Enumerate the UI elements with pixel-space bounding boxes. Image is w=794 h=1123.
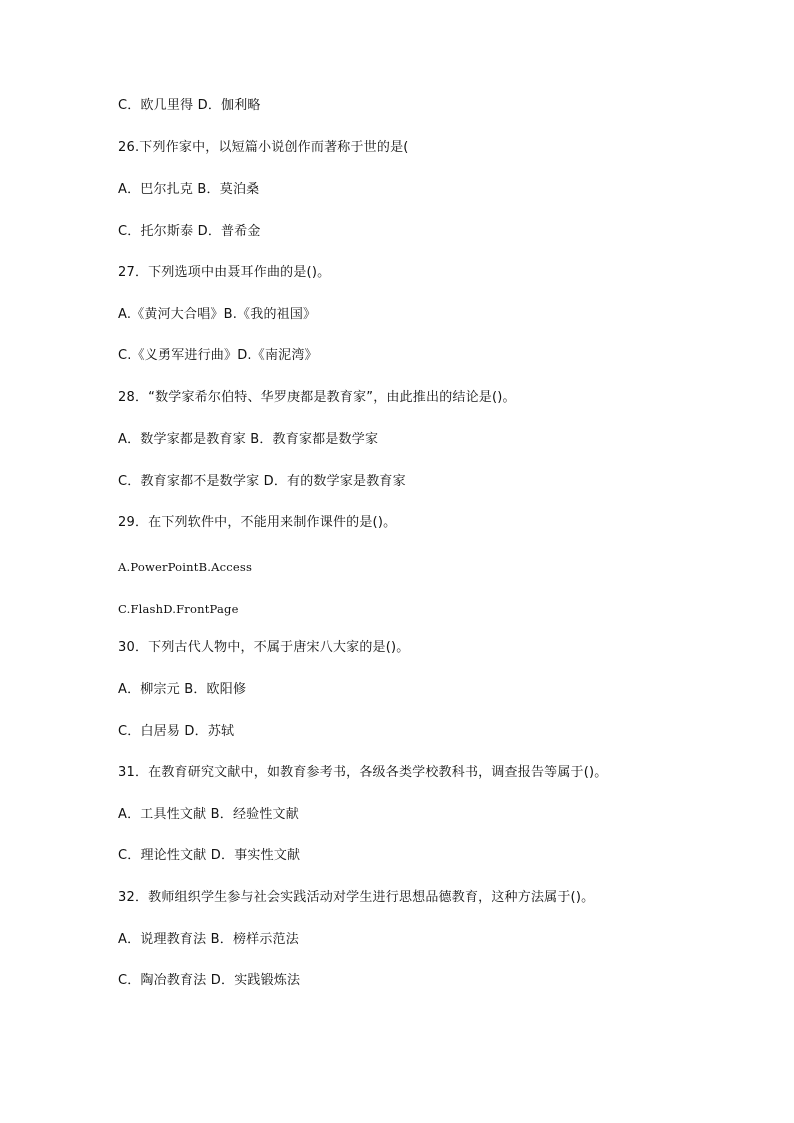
option-line-25-cd: C．欧几里得 D．伽利略 <box>118 98 261 113</box>
question-29: 29．在下列软件中，不能用来制作课件的是()。 <box>118 515 397 530</box>
option-line-29-cd: C.FlashD.FrontPage <box>118 602 239 616</box>
option-line-29-ab: A.PowerPointB.Access <box>118 560 253 574</box>
question-32: 32．教师组织学生参与社会实践活动对学生进行思想品德教育，这种方法属于()。 <box>118 890 595 905</box>
question-31: 31．在教育研究文献中，如教育参考书，各级各类学校教科书，调查报告等属于()。 <box>118 765 608 780</box>
question-30: 30．下列古代人物中，不属于唐宋八大家的是()。 <box>118 640 410 655</box>
option-line-28-ab: A．数学家都是教育家 B．教育家都是数学家 <box>118 432 379 447</box>
option-line-31-ab: A．工具性文献 B．经验性文献 <box>118 807 299 822</box>
question-28: 28．“数学家希尔伯特、华罗庚都是教育家”，由此推出的结论是()。 <box>118 390 516 405</box>
question-27: 27．下列选项中由聂耳作曲的是()。 <box>118 265 331 280</box>
option-line-30-ab: A．柳宗元 B．欧阳修 <box>118 682 247 697</box>
option-line-28-cd: C．教育家都不是数学家 D．有的数学家是教育家 <box>118 474 406 489</box>
question-26: 26.下列作家中，以短篇小说创作而著称于世的是( <box>118 140 409 155</box>
option-line-27-cd: C.《义勇军进行曲》D.《南泥湾》 <box>118 348 318 363</box>
option-line-30-cd: C．白居易 D．苏轼 <box>118 724 235 739</box>
option-line-31-cd: C．理论性文献 D．事实性文献 <box>118 848 301 863</box>
option-line-32-cd: C．陶冶教育法 D．实践锻炼法 <box>118 973 301 988</box>
option-line-32-ab: A．说理教育法 B．榜样示范法 <box>118 932 299 947</box>
option-line-27-ab: A.《黄河大合唱》B.《我的祖国》 <box>118 307 317 322</box>
option-line-26-cd: C．托尔斯泰 D．普希金 <box>118 224 261 239</box>
option-line-26-ab: A．巴尔扎克 B．莫泊桑 <box>118 182 260 197</box>
